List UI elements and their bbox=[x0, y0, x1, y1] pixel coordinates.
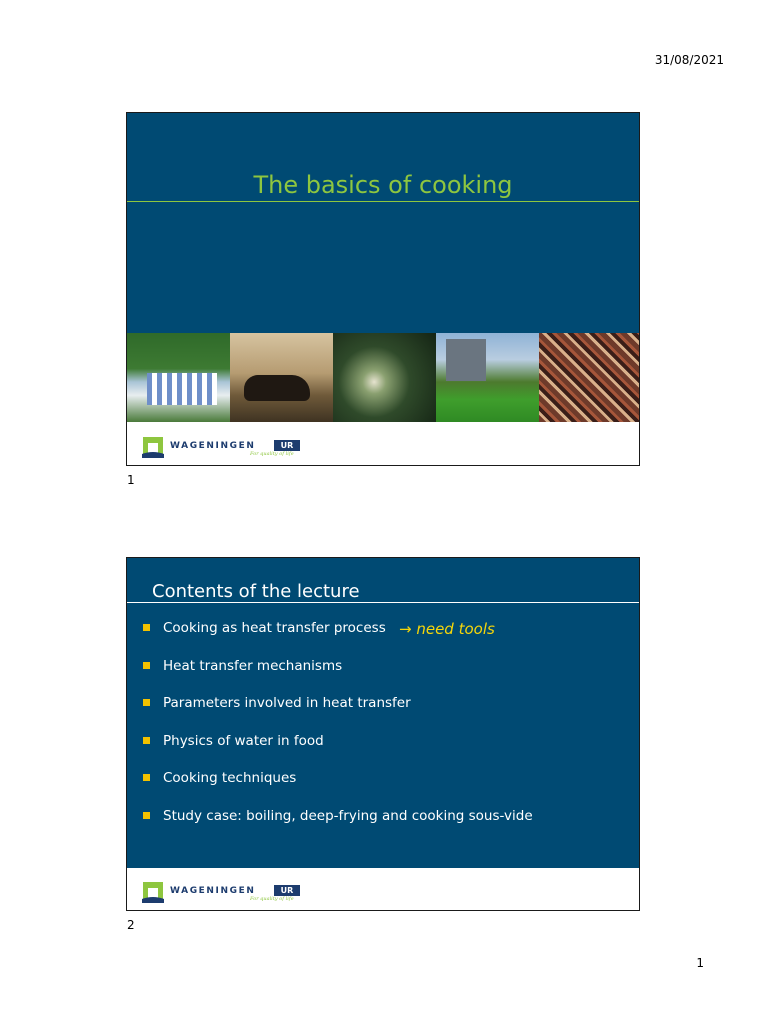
slide-1-title: The basics of cooking bbox=[253, 171, 513, 199]
logo-tagline: For quality of life bbox=[250, 451, 294, 457]
logo-name: WAGENINGEN bbox=[170, 441, 256, 451]
logo-mark-icon bbox=[142, 881, 164, 903]
photo-strip bbox=[127, 333, 639, 422]
photo-picnic bbox=[127, 333, 230, 422]
bullet-square-icon bbox=[143, 699, 150, 706]
photo-cow bbox=[230, 333, 333, 422]
list-item: Physics of water in food bbox=[143, 731, 533, 769]
list-item: Parameters involved in heat transfer bbox=[143, 693, 533, 731]
bullet-square-icon bbox=[143, 737, 150, 744]
bullet-square-icon bbox=[143, 812, 150, 819]
photo-crowd bbox=[539, 333, 640, 422]
slide-2-number: 2 bbox=[127, 918, 135, 932]
photo-building-meadow bbox=[436, 333, 539, 422]
slide-1-title-rule bbox=[127, 201, 639, 202]
logo-suffix: UR bbox=[274, 440, 300, 451]
logo-name: WAGENINGEN bbox=[170, 886, 256, 896]
list-item: Cooking as heat transfer process bbox=[143, 618, 533, 656]
slide-1-number: 1 bbox=[127, 473, 135, 487]
bullet-square-icon bbox=[143, 662, 150, 669]
photo-flowers bbox=[333, 333, 436, 422]
wageningen-logo bbox=[142, 436, 302, 458]
header-date: 31/08/2021 bbox=[654, 53, 724, 67]
logo-suffix: UR bbox=[274, 885, 300, 896]
logo-mark-icon bbox=[142, 436, 164, 458]
bullet-square-icon bbox=[143, 774, 150, 781]
logo-tagline: For quality of life bbox=[250, 896, 294, 902]
contents-list bbox=[143, 618, 533, 843]
bullet-square-icon bbox=[143, 624, 150, 631]
slide-2-title-rule bbox=[127, 602, 639, 603]
page-number: 1 bbox=[696, 956, 704, 970]
list-item: Heat transfer mechanisms bbox=[143, 656, 533, 694]
slide-2-title: Contents of the lecture bbox=[152, 581, 360, 602]
wageningen-logo bbox=[142, 881, 302, 903]
handwritten-note-text: → need tools bbox=[399, 620, 495, 638]
slide-1-background bbox=[127, 113, 639, 333]
handwritten-note bbox=[397, 618, 547, 640]
slide-2 bbox=[126, 557, 640, 911]
slide-2-background bbox=[127, 558, 639, 868]
list-item: Cooking techniques bbox=[143, 768, 533, 806]
slide-1 bbox=[126, 112, 640, 466]
list-item: Study case: boiling, deep-frying and cooking sous-vide bbox=[143, 806, 533, 844]
